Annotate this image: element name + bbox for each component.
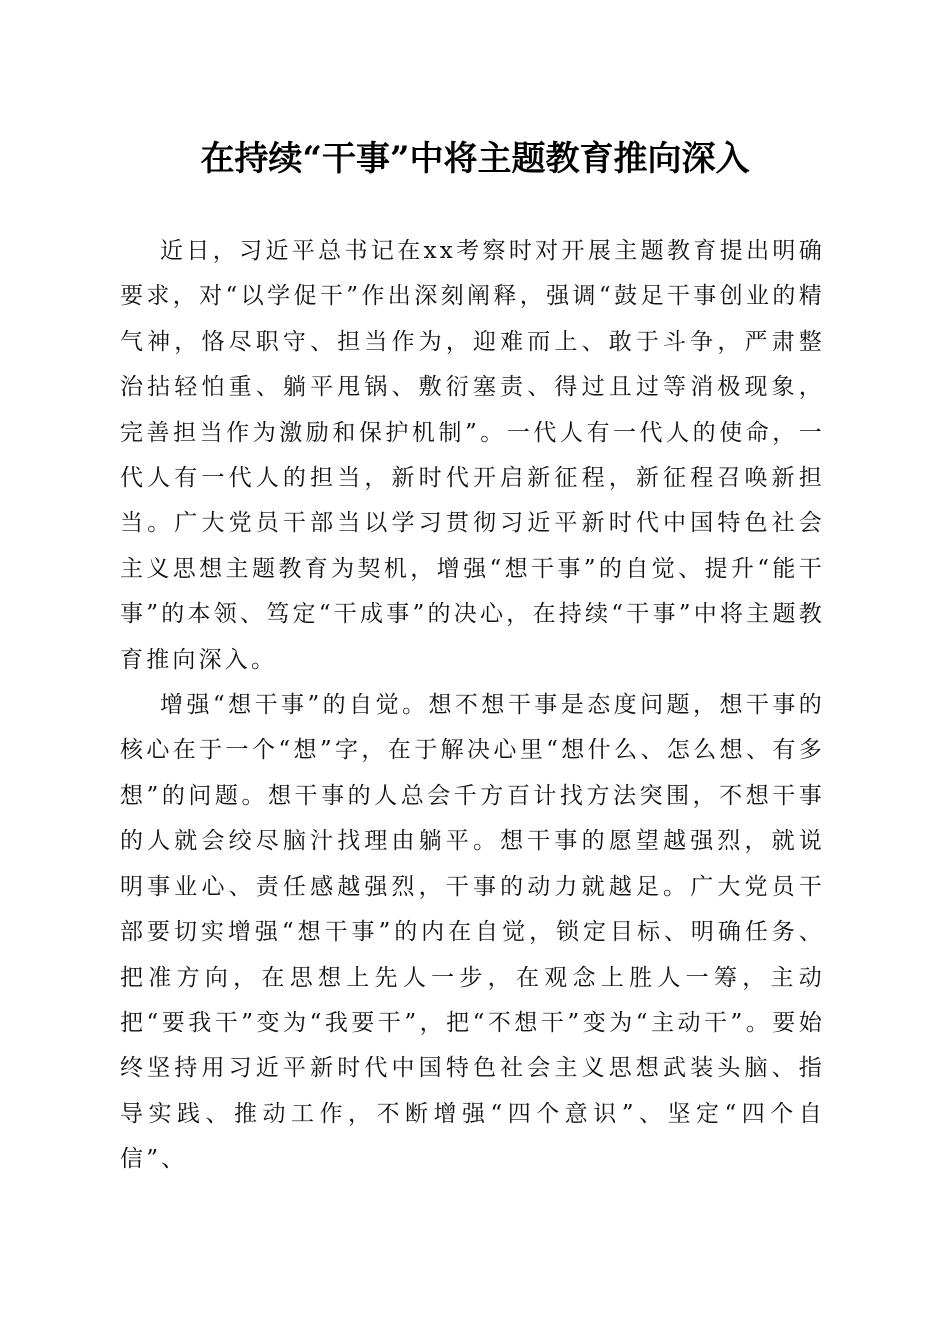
paragraph-intro: 近日，习近平总书记在xx考察时对开展主题教育提出明确要求，对“以学促干”作出深刻阐释，强调“鼓足干事创业的精气神，恪尽职守、担当作为，迎难而上、敢于斗争，严肃整治拈轻怕重、躺平甩锅、敷衍塞责、得过且过等消极现象，完善担当作为激励和保护机制”。一代人有一代人的使命，一代人有一代人的担当，新时代开启新征程，新征程召唤新担当。广大党员干部当以学习贯彻习近平新时代中国特色社会主义思想主题教育为契机，增强“想干事”的自觉、提升“能干事”的本领、笃定“干成事”的决心，在持续“干事”中将主题教育推向深入。 xyxy=(120,238,825,673)
document-title: 在持续“干事”中将主题教育推向深入 xyxy=(200,139,750,179)
paragraph-want-to-work: 增强“想干事”的自觉。想不想干事是态度问题，想干事的核心在于一个“想”字，在于解决心里“想什么、怎么想、有多想”的问题。想干事的人总会千方百计找方法突围，不想干事的人就会绞尽脑汁找理由躺平。想干事的愿望越强烈，就说明事业心、责任感越强烈，干事的动力就越足。广大党员干部要切实增强“想干事”的内在自觉，锁定目标、明确任务、把准方向，在思想上先人一步，在观念上胜人一筹，主动把“要我干”变为“我要干”，把“不想干”变为“主动干”。要始终坚持用习近平新时代中国特色社会主义思想武装头脑、指导实践、推动工作，不断增强“四个意识”、坚定“四个自信”、 xyxy=(120,692,825,1173)
document-body xyxy=(120,229,825,1183)
